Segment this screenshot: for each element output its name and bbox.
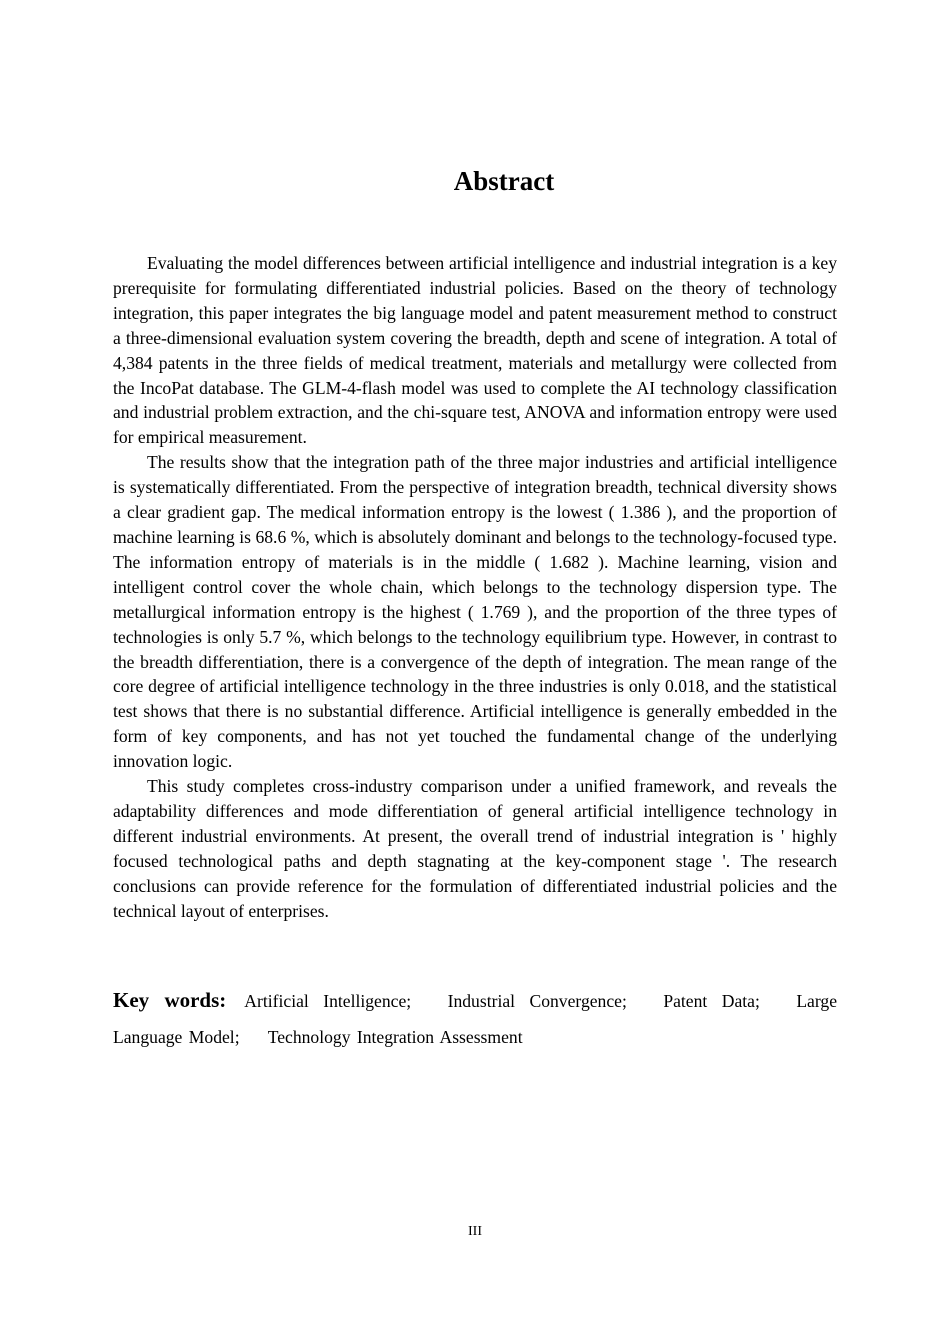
keyword-item: Industrial Convergence; bbox=[447, 991, 627, 1011]
abstract-body bbox=[113, 251, 837, 923]
keywords-section bbox=[113, 982, 837, 1055]
abstract-paragraph-2: The results show that the integration path of the three major industries and artificial intelligence is systematically differentiated. From the perspective of integration breadth, technical diversity shows a clear gradient gap. The medical information entropy is the lowest ( 1.386 ), and the proportion of machine learning is 68.6 %, which is absolutely dominant and belongs to the technology-focused type. The information entropy of materials is in the middle ( 1.682 ). Machine learning, vision and intelligent control cover the whole chain, which belongs to the technology dispersion type. The metallurgical information entropy is the highest ( 1.769 ), and the proportion of the three types of technologies is only 5.7 %, which belongs to the technology equilibrium type. However, in contrast to the breadth differentiation, there is a convergence of the depth of integration. The mean range of the core degree of artificial intelligence technology in the three industries is only 0.018, and the statistical test shows that there is no substantial difference. Artificial intelligence is generally embedded in the form of key components, and has not yet touched the fundamental change of the underlying innovation logic. bbox=[113, 452, 837, 772]
keyword-item: Patent Data; bbox=[663, 991, 760, 1011]
keyword-item: Technology Integration Assessment bbox=[267, 1027, 523, 1047]
keyword-item: Large Language Model; bbox=[113, 991, 838, 1047]
abstract-paragraph-3: This study completes cross-industry comparison under a unified framework, and reveals the adaptability differences and mode differentiation of general artificial intelligence technology in different industrial environments. At present, the overall trend of industrial integration is ' highly focused technological paths and depth stagnating at the key-component stage '. The research conclusions can provide reference for the formulation of differentiated industrial policies and the technical layout of enterprises. bbox=[113, 776, 837, 921]
abstract-paragraph-1: Evaluating the model differences between artificial intelligence and industrial integration is a key prerequisite for formulating differentiated industrial policies. Based on the theory of technology integration, this paper integrates the big language model and patent measurement method to construct a three-dimensional evaluation system covering the breadth, depth and scene of integration. A total of 4,384 patents in the three fields of medical treatment, materials and metallurgy were collected from the IncoPat database. The GLM-4-flash model was used to complete the AI technology classification and industrial problem extraction, and the chi-square test, ANOVA and information entropy were used for empirical measurement. bbox=[113, 253, 837, 448]
keywords-label: Key words: bbox=[113, 988, 227, 1012]
keyword-item: Artificial Intelligence; bbox=[244, 991, 412, 1011]
page-number: III bbox=[468, 1224, 482, 1239]
abstract-title: Abstract bbox=[453, 166, 555, 196]
